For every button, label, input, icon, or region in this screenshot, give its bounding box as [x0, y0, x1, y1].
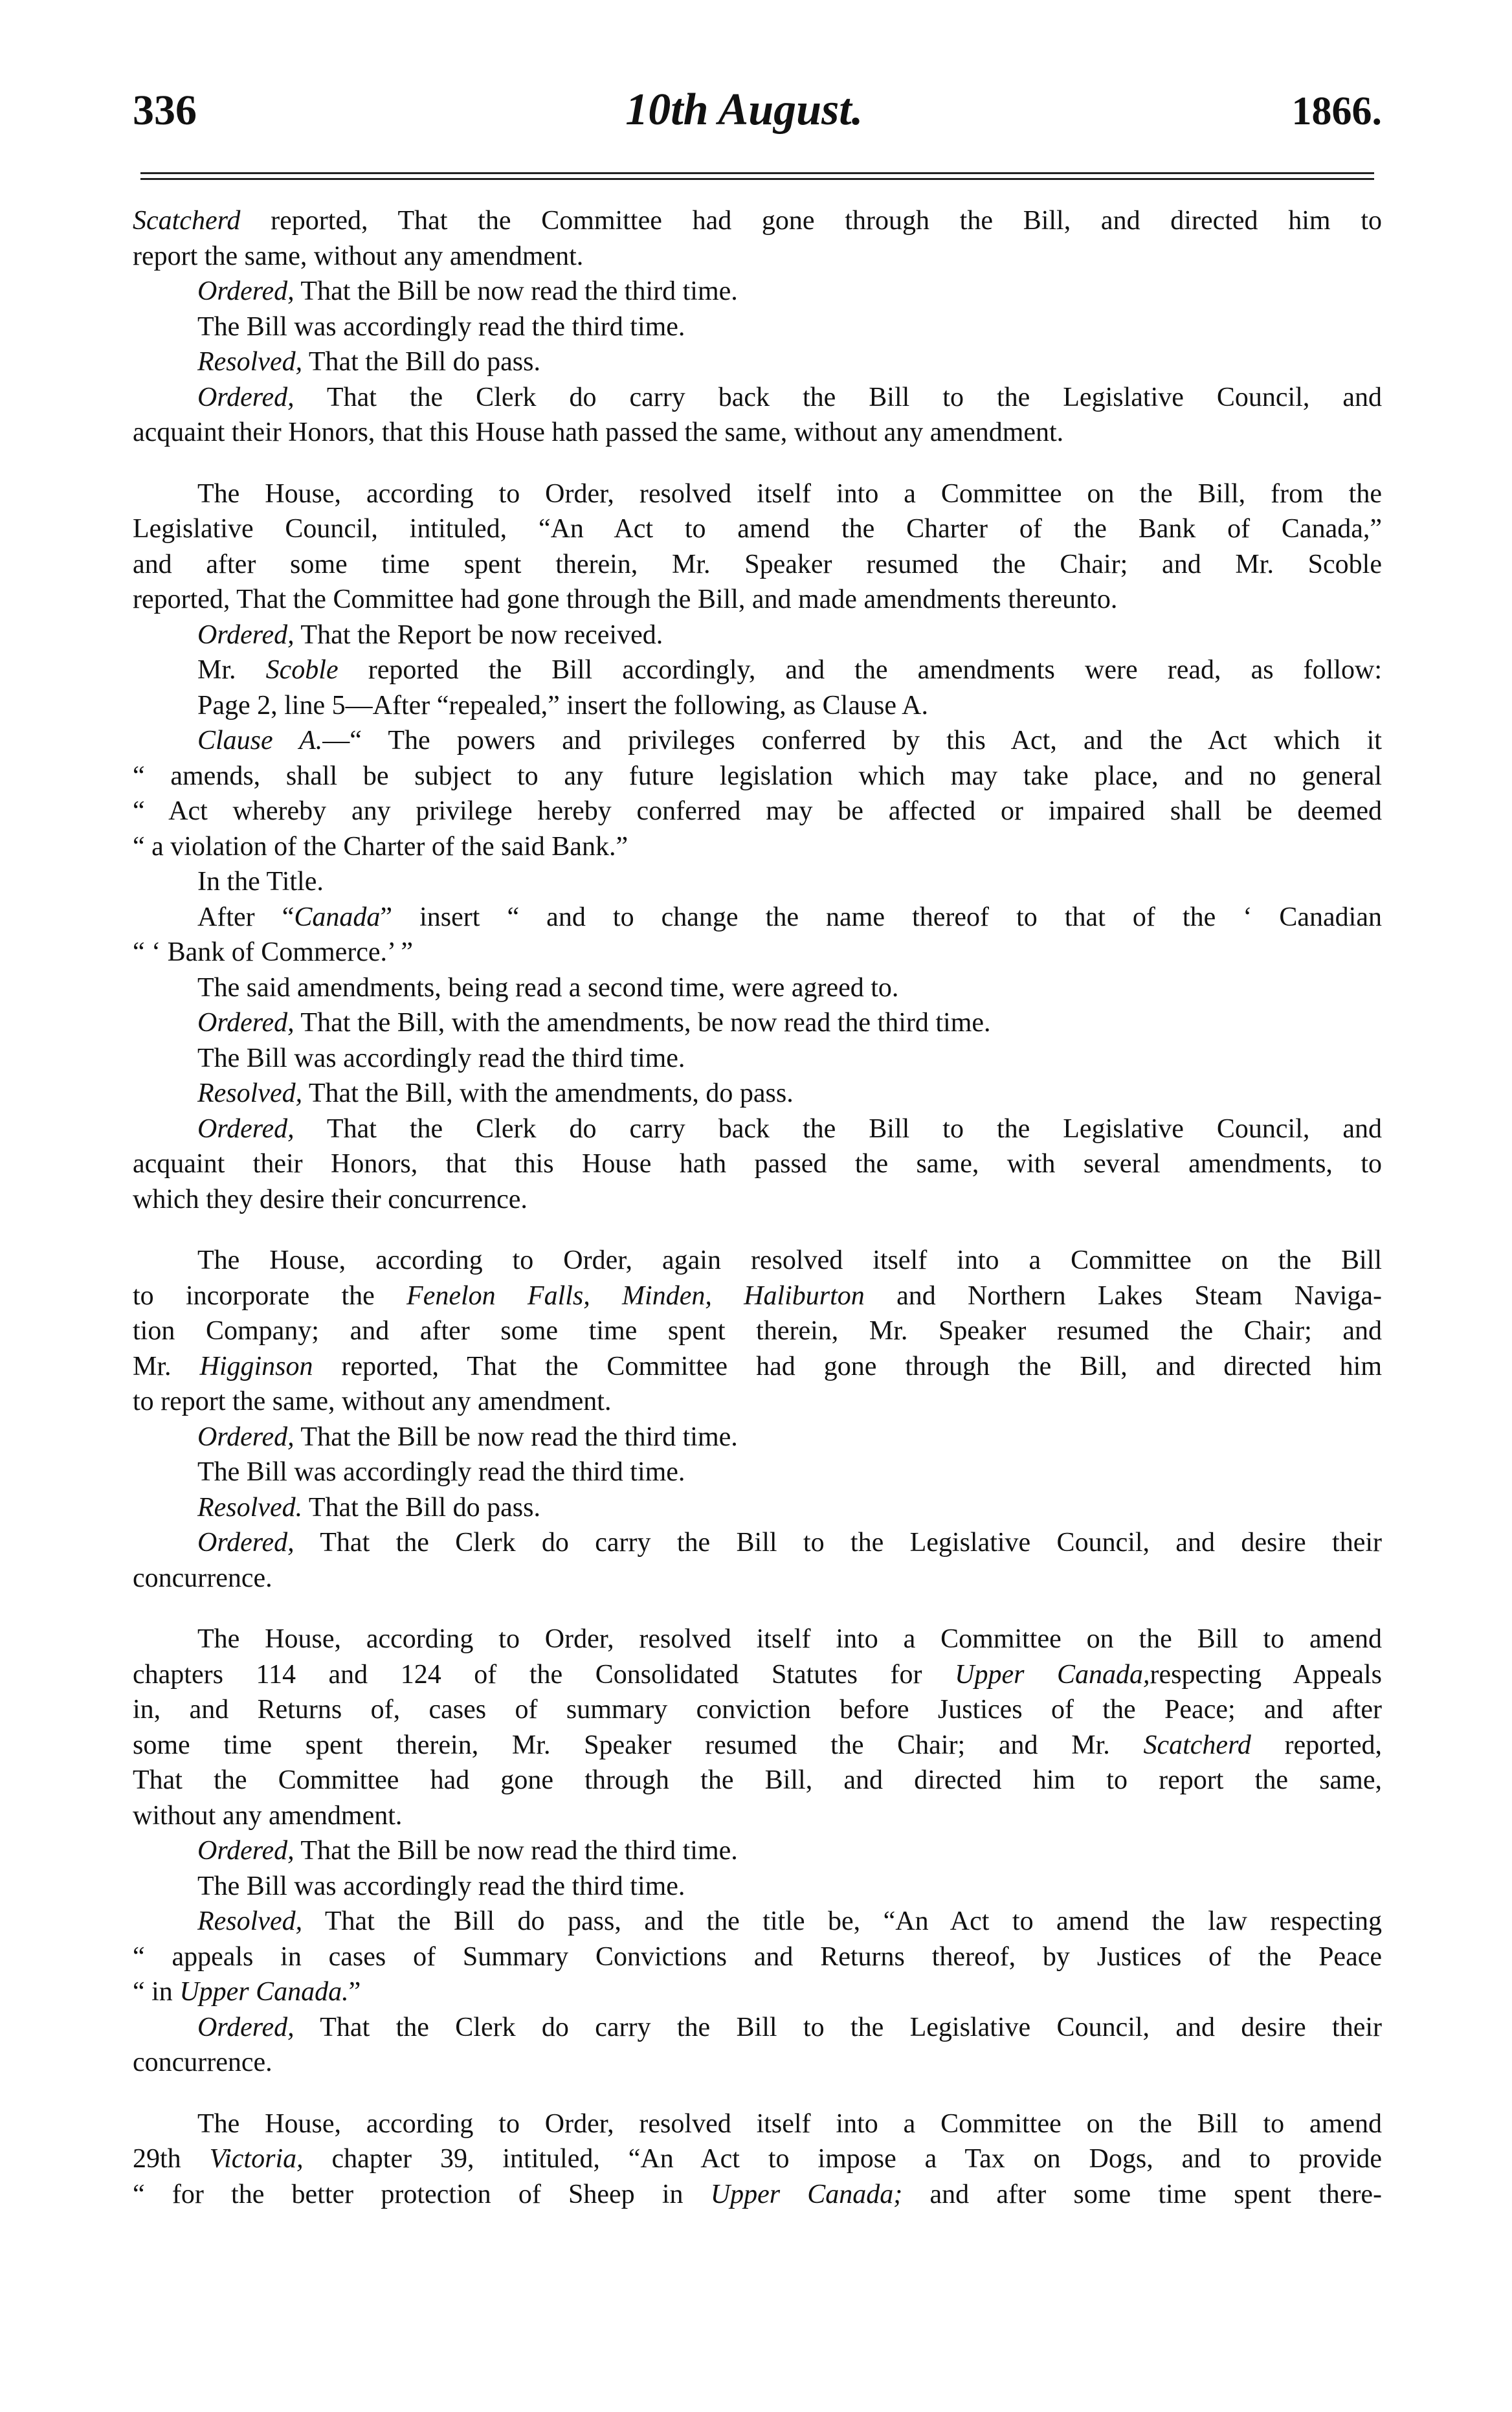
line-text: Legislative Council, intituled, “An Act to amend the Charter of the Bank of Canada,”: [133, 514, 1382, 544]
text-line: [133, 1182, 1382, 1218]
italic-term: Ordered,: [197, 1422, 295, 1452]
text-line: [133, 1692, 1382, 1728]
text-line: [133, 1763, 1382, 1798]
line-text: concurrence.: [133, 2048, 272, 2077]
line-text: The Bill was accordingly read the third time.: [197, 311, 685, 342]
journal-body: [133, 203, 1382, 2212]
line-text: “ a violation of the Charter of the said Bank.”: [133, 831, 628, 862]
journal-paragraph: [133, 2106, 1382, 2213]
line-text: That the Report be now received.: [294, 620, 663, 650]
line-text: The said amendments, being read a second time, were agreed to.: [197, 972, 899, 1003]
line-lead-text: to incorporate the: [133, 1280, 407, 1311]
line-text: without any amendment.: [133, 1800, 403, 1831]
line-text: ”: [348, 1977, 361, 2007]
journal-page: [133, 84, 1382, 2238]
italic-term: Ordered,: [197, 276, 295, 306]
line-text: That the Bill, with the amendments, do pass.: [302, 1078, 794, 1108]
line-text: reported,: [1251, 1730, 1383, 1760]
italic-term: Scoble: [265, 655, 339, 685]
page-date: 10th August.: [625, 85, 863, 135]
text-line: [133, 2177, 1382, 2213]
line-text: That the Clerk do carry back the Bill to the Legislative Council, and: [294, 1113, 1382, 1144]
text-line: [133, 1146, 1382, 1182]
line-text: That the Committee had gone through the Bill, and directed him to report the same,: [133, 1765, 1382, 1795]
journal-paragraph: [133, 203, 1382, 451]
italic-term: Resolved.: [197, 1492, 303, 1523]
text-line: [133, 970, 1382, 1006]
line-text: chapter 39, intituled, “An Act to impose a Tax on Dogs, and to provide: [303, 2144, 1383, 2174]
line-text: “ Act whereby any privilege hereby conferred may be affected or impaired shall be deemed: [133, 796, 1382, 826]
line-text: reported, That the Committee had gone through the Bill, and directed him to: [240, 206, 1382, 236]
italic-term: Scatcherd: [1143, 1730, 1251, 1760]
text-line: [133, 2106, 1382, 2142]
line-lead-text: chapters 114 and 124 of the Consolidated Statutes for: [133, 1659, 955, 1690]
line-text: That the Bill, with the amendments, be now read the third time.: [294, 1008, 991, 1038]
page-year: 1866.: [1291, 89, 1382, 133]
line-text: In the Title.: [197, 867, 324, 897]
italic-term: Ordered,: [197, 620, 295, 650]
line-text: “ ‘ Bank of Commerce.’ ”: [133, 937, 414, 967]
line-text: The Bill was accordingly read the third time.: [197, 1457, 685, 1487]
text-line: [133, 1111, 1382, 1147]
line-text: reported the Bill accordingly, and the amendments were read, as follow:: [338, 655, 1383, 685]
text-line: [133, 1349, 1382, 1385]
line-text: The House, according to Order, again resolved itself into a Committee on the Bill: [197, 1245, 1382, 1275]
line-text: acquaint their Honors, that this House hath passed the same, with several amendments, to: [133, 1149, 1382, 1179]
line-text: ” insert “ and to change the name thereof to that of the ‘ Canadian: [380, 902, 1382, 932]
text-line: [133, 1561, 1382, 1596]
text-line: [133, 2010, 1382, 2046]
italic-term: Ordered,: [197, 1836, 295, 1866]
italic-term: Ordered,: [197, 1528, 295, 1558]
text-line: [133, 582, 1382, 618]
text-line: [133, 1243, 1382, 1279]
page-number: 336: [133, 87, 197, 134]
line-text: Page 2, line 5—After “repealed,” insert the following, as Clause A.: [197, 690, 928, 720]
text-line: [133, 653, 1382, 688]
text-line: [133, 1420, 1382, 1455]
line-text: That the Clerk do carry back the Bill to the Legislative Council, and: [294, 382, 1382, 412]
line-text: tion Company; and after some time spent therein, Mr. Speaker resumed the Chair; and: [133, 1316, 1382, 1346]
line-text: That the Bill be now read the third time.: [294, 1836, 738, 1866]
line-lead-text: some time spent therein, Mr. Speaker resumed the Chair; and Mr.: [133, 1730, 1144, 1760]
line-lead-text: “ for the better protection of Sheep in: [133, 2179, 711, 2209]
text-line: [133, 935, 1382, 970]
journal-paragraph: [133, 1243, 1382, 1596]
text-line: [133, 274, 1382, 309]
italic-term: Fenelon Falls, Minden, Haliburton: [406, 1280, 865, 1311]
text-line: [133, 1622, 1382, 1657]
header-double-rule: [140, 172, 1374, 180]
text-line: [133, 476, 1382, 512]
text-line: [133, 547, 1382, 583]
text-line: [133, 794, 1382, 829]
line-text: reported, That the Committee had gone through the Bill, and directed him: [313, 1351, 1382, 1381]
line-text: That the Clerk do carry the Bill to the Legislative Council, and desire their: [294, 1528, 1382, 1558]
italic-term: Resolved,: [197, 1078, 303, 1108]
text-line: [133, 1279, 1382, 1314]
text-line: [133, 309, 1382, 345]
text-line: [133, 1490, 1382, 1526]
line-lead-text: Mr.: [197, 655, 266, 685]
line-text: The House, according to Order, resolved itself into a Committee on the Bill to amend: [197, 1624, 1382, 1654]
italic-term: Upper Canada,: [955, 1659, 1150, 1690]
text-line: [133, 1728, 1382, 1763]
line-lead-text: After “: [197, 902, 295, 932]
text-line: [133, 1455, 1382, 1490]
text-line: [133, 1041, 1382, 1077]
text-line: [133, 415, 1382, 451]
italic-term: Resolved,: [197, 347, 303, 377]
text-line: [133, 344, 1382, 380]
line-text: The Bill was accordingly read the third time.: [197, 1043, 685, 1073]
line-text: That the Bill be now read the third time.: [294, 276, 738, 306]
text-line: [133, 900, 1382, 935]
italic-term: Ordered,: [197, 1113, 295, 1144]
italic-term: Victoria,: [209, 2144, 304, 2174]
journal-paragraph: [133, 476, 1382, 1218]
italic-term: Scatcherd: [133, 206, 241, 236]
journal-paragraph: [133, 1622, 1382, 2081]
text-line: [133, 1384, 1382, 1420]
text-line: [133, 1833, 1382, 1869]
line-text: reported, That the Committee had gone through the Bill, and made amendments thereunto.: [133, 585, 1118, 614]
text-line: [133, 1657, 1382, 1693]
line-text: and Northern Lakes Steam Naviga-: [864, 1280, 1382, 1311]
line-text: —“ The powers and privileges conferred by this Act, and the Act which it: [322, 726, 1382, 755]
italic-term: Higginson: [199, 1351, 313, 1381]
line-lead-text: “ in: [133, 1977, 180, 2007]
text-line: [133, 511, 1382, 547]
text-line: [133, 380, 1382, 416]
line-text: and after some time spent therein, Mr. Speaker resumed the Chair; and Mr. Scoble: [133, 549, 1382, 579]
line-text: respecting Appeals: [1150, 1659, 1383, 1690]
line-text: The Bill was accordingly read the third time.: [197, 1871, 685, 1901]
line-text: That the Bill be now read the third time.: [294, 1422, 738, 1452]
line-lead-text: 29th: [133, 2144, 210, 2174]
text-line: [133, 239, 1382, 274]
line-text: which they desire their concurrence.: [133, 1184, 528, 1214]
text-line: [133, 1869, 1382, 1904]
line-text: and after some time spent there-: [902, 2179, 1382, 2209]
text-line: [133, 1798, 1382, 1834]
text-line: [133, 759, 1382, 794]
text-line: [133, 688, 1382, 724]
italic-term: Ordered,: [197, 2012, 295, 2042]
text-line: [133, 829, 1382, 865]
page-header: [133, 84, 1382, 155]
text-line: [133, 1974, 1382, 2010]
line-lead-text: Mr.: [133, 1351, 200, 1381]
text-line: [133, 203, 1382, 239]
italic-term: Clause A.: [197, 726, 323, 755]
italic-term: Upper Canada;: [710, 2179, 903, 2209]
line-text: The House, according to Order, resolved itself into a Committee on the Bill to amend: [197, 2108, 1382, 2139]
italic-term: Canada: [294, 902, 381, 932]
text-line: [133, 1904, 1382, 1939]
line-text: in, and Returns of, cases of summary conviction before Justices of the Peace; and after: [133, 1695, 1382, 1725]
line-text: That the Bill do pass.: [302, 347, 540, 377]
line-text: “ amends, shall be subject to any future legislation which may take place, and no general: [133, 761, 1382, 791]
line-text: That the Bill do pass.: [302, 1492, 540, 1523]
line-text: “ appeals in cases of Summary Convictions and Returns thereof, by Justices of the Peace: [133, 1941, 1382, 1972]
text-line: [133, 2045, 1382, 2081]
text-line: [133, 864, 1382, 900]
text-line: [133, 723, 1382, 759]
text-line: [133, 2141, 1382, 2177]
line-text: That the Clerk do carry the Bill to the Legislative Council, and desire their: [294, 2012, 1382, 2042]
italic-term: Resolved,: [197, 1906, 303, 1936]
line-text: report the same, without any amendment.: [133, 241, 584, 271]
text-line: [133, 618, 1382, 653]
text-line: [133, 1076, 1382, 1111]
text-line: [133, 1525, 1382, 1561]
text-line: [133, 1005, 1382, 1041]
line-text: That the Bill do pass, and the title be, “An Act to amend the law respecting: [302, 1906, 1382, 1936]
italic-term: Upper Canada.: [179, 1977, 349, 2007]
line-text: concurrence.: [133, 1563, 272, 1593]
text-line: [133, 1313, 1382, 1349]
text-line: [133, 1939, 1382, 1975]
line-text: The House, according to Order, resolved itself into a Committee on the Bill, from the: [197, 478, 1382, 509]
italic-term: Ordered,: [197, 1008, 295, 1038]
italic-term: Ordered,: [197, 382, 295, 412]
line-text: to report the same, without any amendment.: [133, 1387, 612, 1416]
line-text: acquaint their Honors, that this House hath passed the same, without any amendment.: [133, 418, 1064, 447]
